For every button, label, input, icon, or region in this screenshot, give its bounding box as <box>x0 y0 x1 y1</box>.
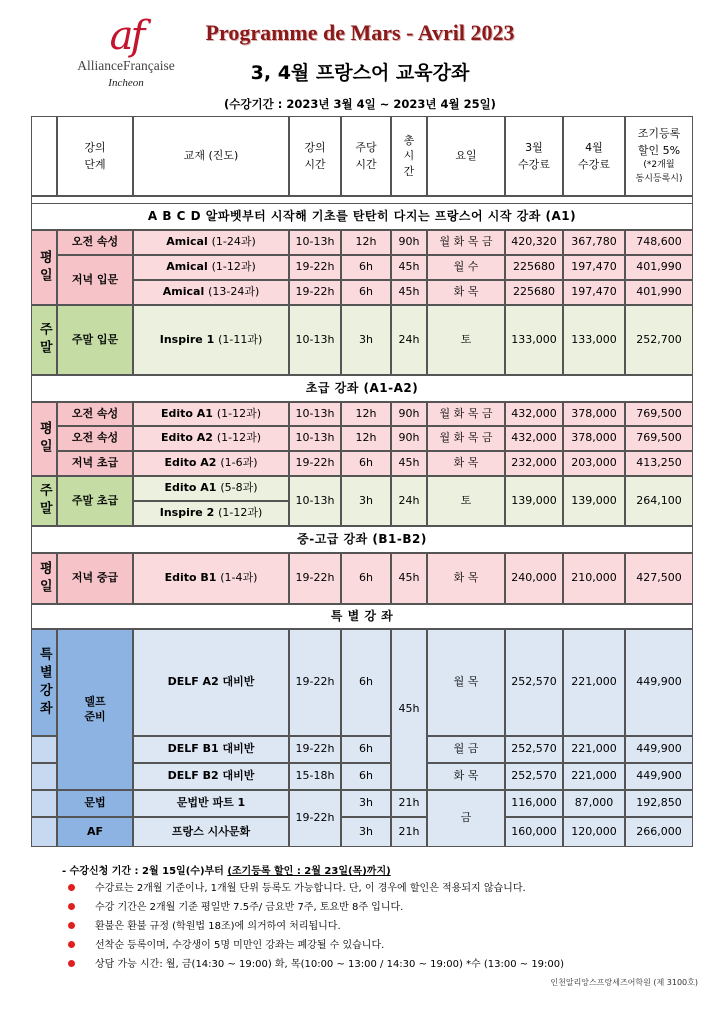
row10-textbook: DELF A2 대비반 <box>133 629 289 736</box>
row2-total: 45h <box>391 255 427 280</box>
header-blank <box>31 116 57 196</box>
row6-fee-april: 378,000 <box>563 426 625 451</box>
row5-textbook <box>133 402 289 426</box>
row6-early: 769,500 <box>625 426 693 451</box>
row8-level: 주말 초급 <box>57 476 133 526</box>
row5-time: 10-13h <box>289 402 341 426</box>
row4-days: 토 <box>427 305 505 375</box>
row9-days: 화 목 <box>427 553 505 604</box>
bullet-icon <box>68 941 75 948</box>
logo-city: Incheon <box>108 77 144 89</box>
group-weekend-a1a2: 주말 <box>31 476 57 526</box>
row4-fee-march: 133,000 <box>505 305 563 375</box>
group-weekday-a1a2: 평일 <box>31 402 57 476</box>
registration-period-text: - 수강신청 기간 : 2월 15일(수)부터 <box>62 866 228 877</box>
bullet-icon <box>68 960 75 967</box>
row1-fee-april: 367,780 <box>563 230 625 255</box>
row8-fee-april: 139,000 <box>563 476 625 526</box>
row6-fee-march: 432,000 <box>505 426 563 451</box>
row7-fee-march: 232,000 <box>505 451 563 476</box>
row12-days: 화 목 <box>427 763 505 790</box>
row13-fee-april: 87,000 <box>563 790 625 817</box>
row4-book: Inspire 1 <box>159 332 215 346</box>
row8-book1: Edito A1 <box>164 481 217 495</box>
row9-time: 19-22h <box>289 553 341 604</box>
row6-weekly: 12h <box>341 426 391 451</box>
group-weekday-b1b2: 평일 <box>31 553 57 604</box>
row2-early: 401,990 <box>625 255 693 280</box>
row14-fee-march: 160,000 <box>505 817 563 847</box>
early-registration-deadline: (조기등록 할인 : 2월 23일(목)까지) <box>227 866 391 877</box>
row8-time: 10-13h <box>289 476 341 526</box>
row3-time: 19-22h <box>289 280 341 305</box>
row1-book: Amical <box>166 235 208 249</box>
header-early-line4: 동시등록시) <box>635 174 683 185</box>
row4-early: 252,700 <box>625 305 693 375</box>
logo-name: AllianceFrançaise <box>77 58 175 73</box>
group-special-blank-4 <box>31 817 57 847</box>
row3-textbook <box>133 280 289 305</box>
row6-time: 10-13h <box>289 426 341 451</box>
note-text: 상담 가능 시간: 월, 금(14:30 ~ 19:00) 화, 목(10:00 ~ 13:00 / 14:30 ~ 19:00) *수 (13:00 ~ 19:00) <box>95 959 565 970</box>
row8-early: 264,100 <box>625 476 693 526</box>
af-level: AF <box>57 817 133 847</box>
group-special-blank-3 <box>31 790 57 817</box>
header-days: 요일 <box>427 116 505 196</box>
row5-range: (1-12과) <box>216 406 261 420</box>
row2-level: 저녁 입문 <box>57 255 133 305</box>
header-early-line1: 조기등록 <box>637 127 681 141</box>
group-special: 특별강좌 <box>31 629 57 736</box>
header-early-line3: (*2개월 <box>643 160 675 171</box>
row6-range: (1-12과) <box>216 431 261 445</box>
row9-weekly: 6h <box>341 553 391 604</box>
row12-time: 15-18h <box>289 763 341 790</box>
row9-fee-march: 240,000 <box>505 553 563 604</box>
row2-fee-march: 225680 <box>505 255 563 280</box>
row6-days: 월 화 목 금 <box>427 426 505 451</box>
row11-weekly: 6h <box>341 736 391 763</box>
notes-section <box>62 862 702 977</box>
row1-level: 오전 속성 <box>57 230 133 255</box>
note-text: 환불은 환불 규정 (학원법 18조)에 의거하여 처리됩니다. <box>95 921 341 932</box>
row7-range: (1-6과) <box>220 456 258 470</box>
row11-days: 월 금 <box>427 736 505 763</box>
header-level: 강의 단계 <box>57 116 133 196</box>
row8-book2: Inspire 2 <box>159 506 215 520</box>
row2-range: (1-12과) <box>211 260 256 274</box>
row8-days: 토 <box>427 476 505 526</box>
row6-level: 오전 속성 <box>57 426 133 451</box>
logo-mark: af <box>109 13 143 59</box>
row3-range: (13-24과) <box>208 285 260 299</box>
row8-range1: (5-8과) <box>220 481 258 495</box>
row12-fee-march: 252,570 <box>505 763 563 790</box>
group-special-blank-1 <box>31 736 57 763</box>
row9-fee-april: 210,000 <box>563 553 625 604</box>
row3-fee-march: 225680 <box>505 280 563 305</box>
note-item <box>62 958 702 971</box>
row7-fee-april: 203,000 <box>563 451 625 476</box>
row8-total: 24h <box>391 476 427 526</box>
row7-total: 45h <box>391 451 427 476</box>
row5-early: 769,500 <box>625 402 693 426</box>
row5-fee-april: 378,000 <box>563 402 625 426</box>
row11-textbook: DELF B1 대비반 <box>133 736 289 763</box>
header-total-hours: 총 시 간 <box>391 116 427 196</box>
footer-institute: 인천알리앙스프랑세즈어학원 (제 3100호) <box>550 978 698 987</box>
row13-fee-march: 116,000 <box>505 790 563 817</box>
row2-fee-april: 197,470 <box>563 255 625 280</box>
registration-period <box>62 862 702 877</box>
course-period: (수강기간 : 2023년 3월 4일 ~ 2023년 4월 25일) <box>224 97 496 111</box>
row11-fee-april: 221,000 <box>563 736 625 763</box>
note-item <box>62 920 702 933</box>
row9-level: 저녁 중급 <box>57 553 133 604</box>
row1-textbook <box>133 230 289 255</box>
alliance-francaise-logo <box>70 13 182 89</box>
section-special-title: 특 별 강 좌 <box>31 604 693 629</box>
row11-fee-march: 252,570 <box>505 736 563 763</box>
page-title-korean: 3, 4월 프랑스어 교육강좌 <box>250 62 470 84</box>
row5-book: Edito A1 <box>160 406 213 420</box>
row1-range: (1-24과) <box>211 235 256 249</box>
row2-days: 월 수 <box>427 255 505 280</box>
row5-level: 오전 속성 <box>57 402 133 426</box>
row12-weekly: 6h <box>341 763 391 790</box>
row14-early: 266,000 <box>625 817 693 847</box>
row7-book: Edito A2 <box>164 456 217 470</box>
row4-textbook <box>133 305 289 375</box>
row2-textbook <box>133 255 289 280</box>
row3-early: 401,990 <box>625 280 693 305</box>
header-fee-march: 3월 수강료 <box>505 116 563 196</box>
row6-textbook <box>133 426 289 451</box>
row3-book: Amical <box>162 285 205 299</box>
row12-early: 449,900 <box>625 763 693 790</box>
row11-early: 449,900 <box>625 736 693 763</box>
row13-14-days: 금 <box>427 790 505 847</box>
row8-fee-march: 139,000 <box>505 476 563 526</box>
group-weekend-a1: 주말 <box>31 305 57 375</box>
row1-weekly: 12h <box>341 230 391 255</box>
row14-fee-april: 120,000 <box>563 817 625 847</box>
row5-fee-march: 432,000 <box>505 402 563 426</box>
row11-time: 19-22h <box>289 736 341 763</box>
row3-fee-april: 197,470 <box>563 280 625 305</box>
note-text: 수강 기간은 2개월 기준 평일반 7.5주/ 금요반 7주, 토요반 8주 입니다. <box>95 902 404 913</box>
row7-early: 413,250 <box>625 451 693 476</box>
row9-total: 45h <box>391 553 427 604</box>
row8-textbook-2 <box>133 501 289 526</box>
group-weekday-a1: 평일 <box>31 230 57 305</box>
row13-total: 21h <box>391 790 427 817</box>
note-item <box>62 882 702 895</box>
row14-textbook: 프랑스 시사문화 <box>133 817 289 847</box>
bullet-icon <box>68 922 75 929</box>
row12-fee-april: 221,000 <box>563 763 625 790</box>
row13-early: 192,850 <box>625 790 693 817</box>
row4-level: 주말 입문 <box>57 305 133 375</box>
section-a1-title: A B C D 알파벳부터 시작해 기초를 탄탄히 다지는 프랑스어 시작 강좌 (A1) <box>31 203 693 230</box>
row7-days: 화 목 <box>427 451 505 476</box>
row13-textbook: 문법반 파트 1 <box>133 790 289 817</box>
row6-total: 90h <box>391 426 427 451</box>
row3-days: 화 목 <box>427 280 505 305</box>
row8-range2: (1-12과) <box>218 506 263 520</box>
row5-weekly: 12h <box>341 402 391 426</box>
header-early-line2: 할인 5% <box>637 144 681 158</box>
row2-weekly: 6h <box>341 255 391 280</box>
row2-time: 19-22h <box>289 255 341 280</box>
row6-book: Edito A2 <box>160 431 213 445</box>
row13-14-time: 19-22h <box>289 790 341 847</box>
row2-book: Amical <box>166 260 208 274</box>
row10-weekly: 6h <box>341 629 391 736</box>
delf-total: 45h <box>391 629 427 790</box>
row5-days: 월 화 목 금 <box>427 402 505 426</box>
row10-fee-march: 252,570 <box>505 629 563 736</box>
row4-time: 10-13h <box>289 305 341 375</box>
row14-weekly: 3h <box>341 817 391 847</box>
row5-total: 90h <box>391 402 427 426</box>
row9-book: Edito B1 <box>164 571 217 585</box>
course-table <box>31 116 693 847</box>
section-b1b2-title: 중-고급 강좌 (B1-B2) <box>31 526 693 553</box>
row4-weekly: 3h <box>341 305 391 375</box>
note-text: 선착순 등록이며, 수강생이 5명 미만인 강좌는 폐강될 수 있습니다. <box>95 940 385 951</box>
row10-early: 449,900 <box>625 629 693 736</box>
page-title-french: Programme de Mars - Avril 2023 <box>205 20 515 45</box>
bullet-icon <box>68 884 75 891</box>
row12-textbook: DELF B2 대비반 <box>133 763 289 790</box>
note-item <box>62 939 702 952</box>
row8-weekly: 3h <box>341 476 391 526</box>
row10-days: 월 목 <box>427 629 505 736</box>
header-fee-april: 4월 수강료 <box>563 116 625 196</box>
header-early-discount <box>625 116 693 196</box>
bullet-icon <box>68 903 75 910</box>
section-spacer <box>31 196 693 203</box>
row7-weekly: 6h <box>341 451 391 476</box>
note-item <box>62 901 702 914</box>
header-class-time: 강의 시간 <box>289 116 341 196</box>
row8-textbook-1 <box>133 476 289 501</box>
row4-fee-april: 133,000 <box>563 305 625 375</box>
header-weekly-hours: 주당 시간 <box>341 116 391 196</box>
note-text: 수강료는 2개월 기준이나, 1개월 단위 등록도 가능합니다. 단, 이 경우에 할인은 적용되지 않습니다. <box>95 883 526 894</box>
row1-early: 748,600 <box>625 230 693 255</box>
row1-total: 90h <box>391 230 427 255</box>
row10-time: 19-22h <box>289 629 341 736</box>
row9-early: 427,500 <box>625 553 693 604</box>
header-textbook: 교재 (진도) <box>133 116 289 196</box>
row3-total: 45h <box>391 280 427 305</box>
row1-days: 월 화 목 금 <box>427 230 505 255</box>
row1-time: 10-13h <box>289 230 341 255</box>
row14-total: 21h <box>391 817 427 847</box>
row13-weekly: 3h <box>341 790 391 817</box>
row9-textbook <box>133 553 289 604</box>
row10-fee-april: 221,000 <box>563 629 625 736</box>
section-a1a2-title: 초급 강좌 (A1-A2) <box>31 375 693 402</box>
row7-level: 저녁 초급 <box>57 451 133 476</box>
group-special-blank-2 <box>31 763 57 790</box>
row9-range: (1-4과) <box>220 571 258 585</box>
row7-textbook <box>133 451 289 476</box>
row4-range: (1-11과) <box>218 332 263 346</box>
row7-time: 19-22h <box>289 451 341 476</box>
row4-total: 24h <box>391 305 427 375</box>
grammar-level: 문법 <box>57 790 133 817</box>
delf-prep-level: 델프 준비 <box>57 629 133 790</box>
row1-fee-march: 420,320 <box>505 230 563 255</box>
row3-weekly: 6h <box>341 280 391 305</box>
